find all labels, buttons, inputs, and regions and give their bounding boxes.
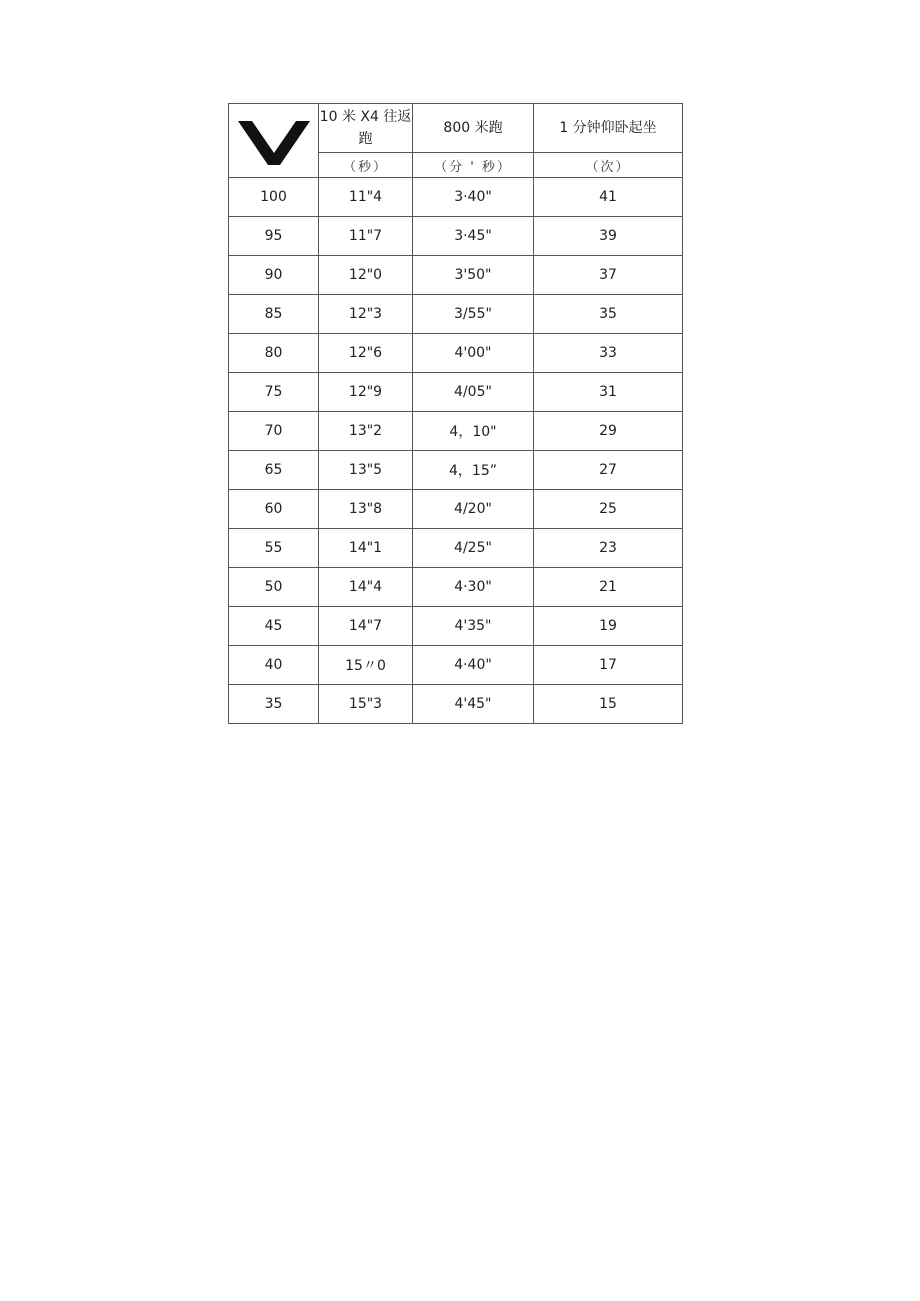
shuttle-run-cell: 12"3 (319, 295, 413, 334)
run-800m-cell: 4，10" (413, 412, 534, 451)
run-800m-cell: 3/55" (413, 295, 534, 334)
header-situps (534, 104, 683, 153)
run-800m-cell: 4'35" (413, 607, 534, 646)
unit-situps-label: （次） (585, 159, 631, 175)
situps-cell: 25 (534, 490, 683, 529)
header-row (229, 104, 683, 153)
table-row (229, 529, 683, 568)
shuttle-run-cell: 15"3 (319, 685, 413, 724)
score-cell: 60 (229, 490, 319, 529)
table-row (229, 568, 683, 607)
unit-800m-run (413, 153, 534, 178)
table-row (229, 334, 683, 373)
table-row (229, 217, 683, 256)
situps-cell: 41 (534, 178, 683, 217)
score-cell: 80 (229, 334, 319, 373)
shuttle-run-cell: 11"4 (319, 178, 413, 217)
run-800m-cell: 3'50" (413, 256, 534, 295)
table-row (229, 178, 683, 217)
shuttle-run-cell: 14"4 (319, 568, 413, 607)
score-cell: 70 (229, 412, 319, 451)
situps-cell: 31 (534, 373, 683, 412)
shuttle-run-cell: 12"0 (319, 256, 413, 295)
shuttle-run-cell: 11"7 (319, 217, 413, 256)
situps-cell: 27 (534, 451, 683, 490)
shuttle-run-cell: 14"1 (319, 529, 413, 568)
situps-cell: 15 (534, 685, 683, 724)
table-row (229, 295, 683, 334)
table-row (229, 490, 683, 529)
table-row (229, 451, 683, 490)
header-shuttle-run-label: 10 米 X4 往返跑 (319, 109, 412, 147)
unit-800m-run-label: （分 ' 秒） (434, 159, 512, 175)
run-800m-cell: 3·45" (413, 217, 534, 256)
corner-cell (229, 104, 319, 178)
table-row (229, 412, 683, 451)
score-cell: 85 (229, 295, 319, 334)
run-800m-cell: 4/25" (413, 529, 534, 568)
run-800m-cell: 3·40" (413, 178, 534, 217)
run-800m-cell: 4·30" (413, 568, 534, 607)
shuttle-run-cell: 12"6 (319, 334, 413, 373)
run-800m-cell: 4/05" (413, 373, 534, 412)
score-cell: 45 (229, 607, 319, 646)
situps-cell: 29 (534, 412, 683, 451)
table-row (229, 256, 683, 295)
header-800m-run (413, 104, 534, 153)
shuttle-run-cell: 14"7 (319, 607, 413, 646)
shuttle-run-cell: 13"5 (319, 451, 413, 490)
header-situps-label: 1 分钟仰卧起坐 (559, 120, 657, 136)
check-mark-icon (234, 113, 314, 169)
shuttle-run-cell: 13"8 (319, 490, 413, 529)
header-shuttle-run (319, 104, 413, 153)
score-cell: 95 (229, 217, 319, 256)
header-800m-run-label: 800 米跑 (443, 120, 503, 136)
situps-cell: 39 (534, 217, 683, 256)
unit-shuttle-run-label: （秒） (342, 159, 388, 175)
table-row (229, 373, 683, 412)
score-table (228, 103, 683, 724)
situps-cell: 19 (534, 607, 683, 646)
score-table-container (228, 103, 683, 724)
run-800m-cell: 4·40" (413, 646, 534, 685)
situps-cell: 23 (534, 529, 683, 568)
unit-situps (534, 153, 683, 178)
shuttle-run-cell: 12"9 (319, 373, 413, 412)
unit-shuttle-run (319, 153, 413, 178)
shuttle-run-cell: 13"2 (319, 412, 413, 451)
score-cell: 100 (229, 178, 319, 217)
score-cell: 40 (229, 646, 319, 685)
run-800m-cell: 4'45" (413, 685, 534, 724)
score-cell: 35 (229, 685, 319, 724)
table-row (229, 607, 683, 646)
situps-cell: 21 (534, 568, 683, 607)
run-800m-cell: 4'00" (413, 334, 534, 373)
score-cell: 75 (229, 373, 319, 412)
score-cell: 50 (229, 568, 319, 607)
situps-cell: 35 (534, 295, 683, 334)
score-cell: 55 (229, 529, 319, 568)
run-800m-cell: 4/20" (413, 490, 534, 529)
situps-cell: 37 (534, 256, 683, 295)
table-row (229, 646, 683, 685)
table-row (229, 685, 683, 724)
situps-cell: 33 (534, 334, 683, 373)
shuttle-run-cell: 15〃0 (319, 646, 413, 685)
run-800m-cell: 4，15” (413, 451, 534, 490)
situps-cell: 17 (534, 646, 683, 685)
score-cell: 90 (229, 256, 319, 295)
score-cell: 65 (229, 451, 319, 490)
